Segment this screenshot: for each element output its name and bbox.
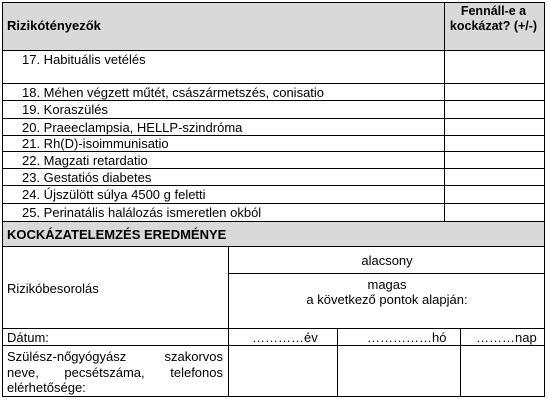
date-month-field[interactable]: ……………hó [367,330,447,345]
signature-field[interactable] [461,346,544,396]
option-high[interactable]: magas [367,277,407,292]
risk-answer-cell[interactable] [445,204,544,221]
classification-label: Rizikóbesorolás [7,281,99,296]
option-high-note: a következő pontok alapján: [306,292,468,307]
risk-answer-cell[interactable] [445,152,544,168]
risk-factor-item: 20. Praeeclampsia, HELLP-szindróma [22,120,243,135]
result-section-title: KOCKÁZATELEMZÉS EREDMÉNYE [7,227,227,242]
risk-factors-column-title: Rizikótényezők [7,18,101,33]
risk-answer-cell[interactable] [445,101,544,118]
row-divider [2,328,545,329]
risk-answer-cell[interactable] [445,186,544,203]
risk-factor-item: 19. Koraszülés [22,102,108,117]
risk-factor-item: 22. Magzati retardatio [22,153,148,168]
signature-field[interactable] [338,346,460,396]
risk-factor-item: 23. Gestatiós diabetes [22,170,152,185]
date-label: Dátum: [7,330,49,345]
physician-signature-label: Szülész-nőgyógyász szakorvos neve, pecsétszáma, telefonos elérhetősége: [7,349,223,395]
risk-present-column-title: Fennáll-e a kockázat? (+/-) [449,4,538,33]
date-day-field[interactable]: ………nap [476,330,537,345]
risk-answer-cell[interactable] [445,169,544,185]
row-divider [228,273,545,274]
row-divider [2,246,545,247]
signature-field[interactable] [229,346,337,396]
option-low[interactable]: alacsony [361,253,413,268]
risk-factor-item: 21. Rh(D)-isoimmunisatio [22,136,169,151]
risk-answer-cell[interactable] [445,136,544,151]
risk-factor-item: 18. Méhen végzett műtét, császármetszés, conisatio [22,85,325,100]
risk-factor-item: 25. Perinatális halálozás ismeretlen okból [22,205,262,220]
row-divider [2,221,545,222]
risk-answer-cell[interactable] [445,84,544,100]
risk-answer-cell[interactable] [445,119,544,135]
risk-answer-cell[interactable] [445,51,544,83]
risk-factor-item: 24. Újszülött súlya 4500 g feletti [22,187,206,202]
risk-factor-item: 17. Habituális vetélés [22,52,146,67]
date-year-field[interactable]: …………év [252,330,318,345]
